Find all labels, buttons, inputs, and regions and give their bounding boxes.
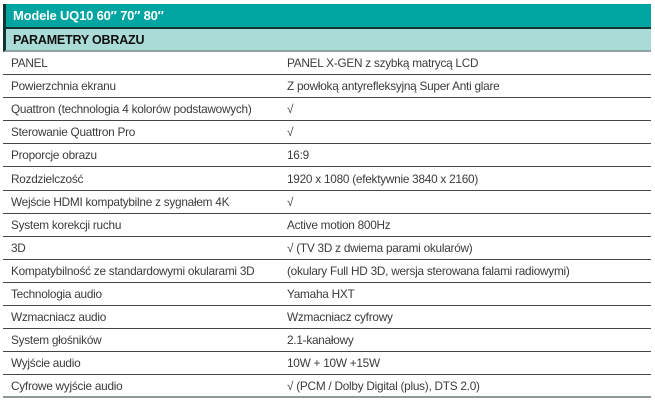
spec-label: Wzmacniacz audio (11, 310, 107, 325)
spec-value: 16:9 (287, 148, 309, 163)
spec-value: √ (TV 3D z dwiema parami okularów) (287, 240, 473, 255)
spec-label: Kompatybilność ze standardowymi okularami 3D (11, 263, 255, 278)
spec-value: √ (287, 125, 294, 140)
spec-label: Technologia audio (11, 286, 102, 301)
table-row (3, 191, 651, 214)
spec-value: 2.1-kanałowy (287, 333, 354, 348)
spec-value: 10W + 10W +15W (287, 356, 380, 371)
spec-value: (okulary Full HD 3D, wersja sterowana falami radiowymi) (287, 263, 570, 278)
spec-label: Sterowanie Quattron Pro (11, 125, 136, 140)
spec-label: PANEL (11, 56, 48, 71)
spec-table (3, 52, 651, 398)
spec-value: Active motion 800Hz (287, 217, 391, 232)
spec-value: Wzmacniacz cyfrowy (287, 310, 393, 325)
spec-label: Proporcje obrazu (11, 148, 97, 163)
table-row (3, 121, 651, 144)
spec-label: System korekcji ruchu (11, 217, 122, 232)
table-row (3, 352, 651, 375)
spec-value: √ (287, 194, 294, 209)
model-title: Modele UQ10 60″ 70″ 80″ (13, 8, 164, 23)
table-row (3, 98, 651, 121)
table-row (3, 167, 651, 190)
table-row (3, 52, 651, 75)
spec-sheet (3, 4, 651, 398)
spec-label: System głośników (11, 333, 102, 348)
spec-label: 3D (11, 240, 26, 255)
spec-value: PANEL X-GEN z szybką matrycą LCD (287, 56, 479, 71)
spec-label: Cyfrowe wyjście audio (11, 378, 123, 393)
spec-label: Rozdzielczość (11, 171, 84, 186)
spec-label: Wejście HDMI kompatybilne z sygnałem 4K (11, 194, 230, 209)
table-row (3, 214, 651, 237)
spec-value: √ (PCM / Dolby Digital (plus), DTS 2.0) (287, 378, 480, 393)
table-row (3, 237, 651, 260)
spec-value: Z powłoką antyrefleksyjną Super Anti glare (287, 79, 500, 94)
table-row (3, 75, 651, 98)
table-row (3, 283, 651, 306)
table-row (3, 306, 651, 329)
section-header-bar (3, 29, 651, 52)
model-header-bar (3, 4, 651, 29)
spec-label: Wyjście audio (11, 356, 81, 371)
table-row (3, 375, 651, 398)
spec-label: Powierzchnia ekranu (11, 79, 116, 94)
spec-value: √ (287, 102, 294, 117)
section-title: PARAMETRY OBRAZU (13, 32, 145, 47)
table-row (3, 144, 651, 167)
table-row (3, 329, 651, 352)
table-row (3, 260, 651, 283)
spec-value: 1920 x 1080 (efektywnie 3840 x 2160) (287, 171, 479, 186)
spec-label: Quattron (technologia 4 kolorów podstawowych) (11, 102, 252, 117)
spec-value: Yamaha HXT (287, 286, 355, 301)
